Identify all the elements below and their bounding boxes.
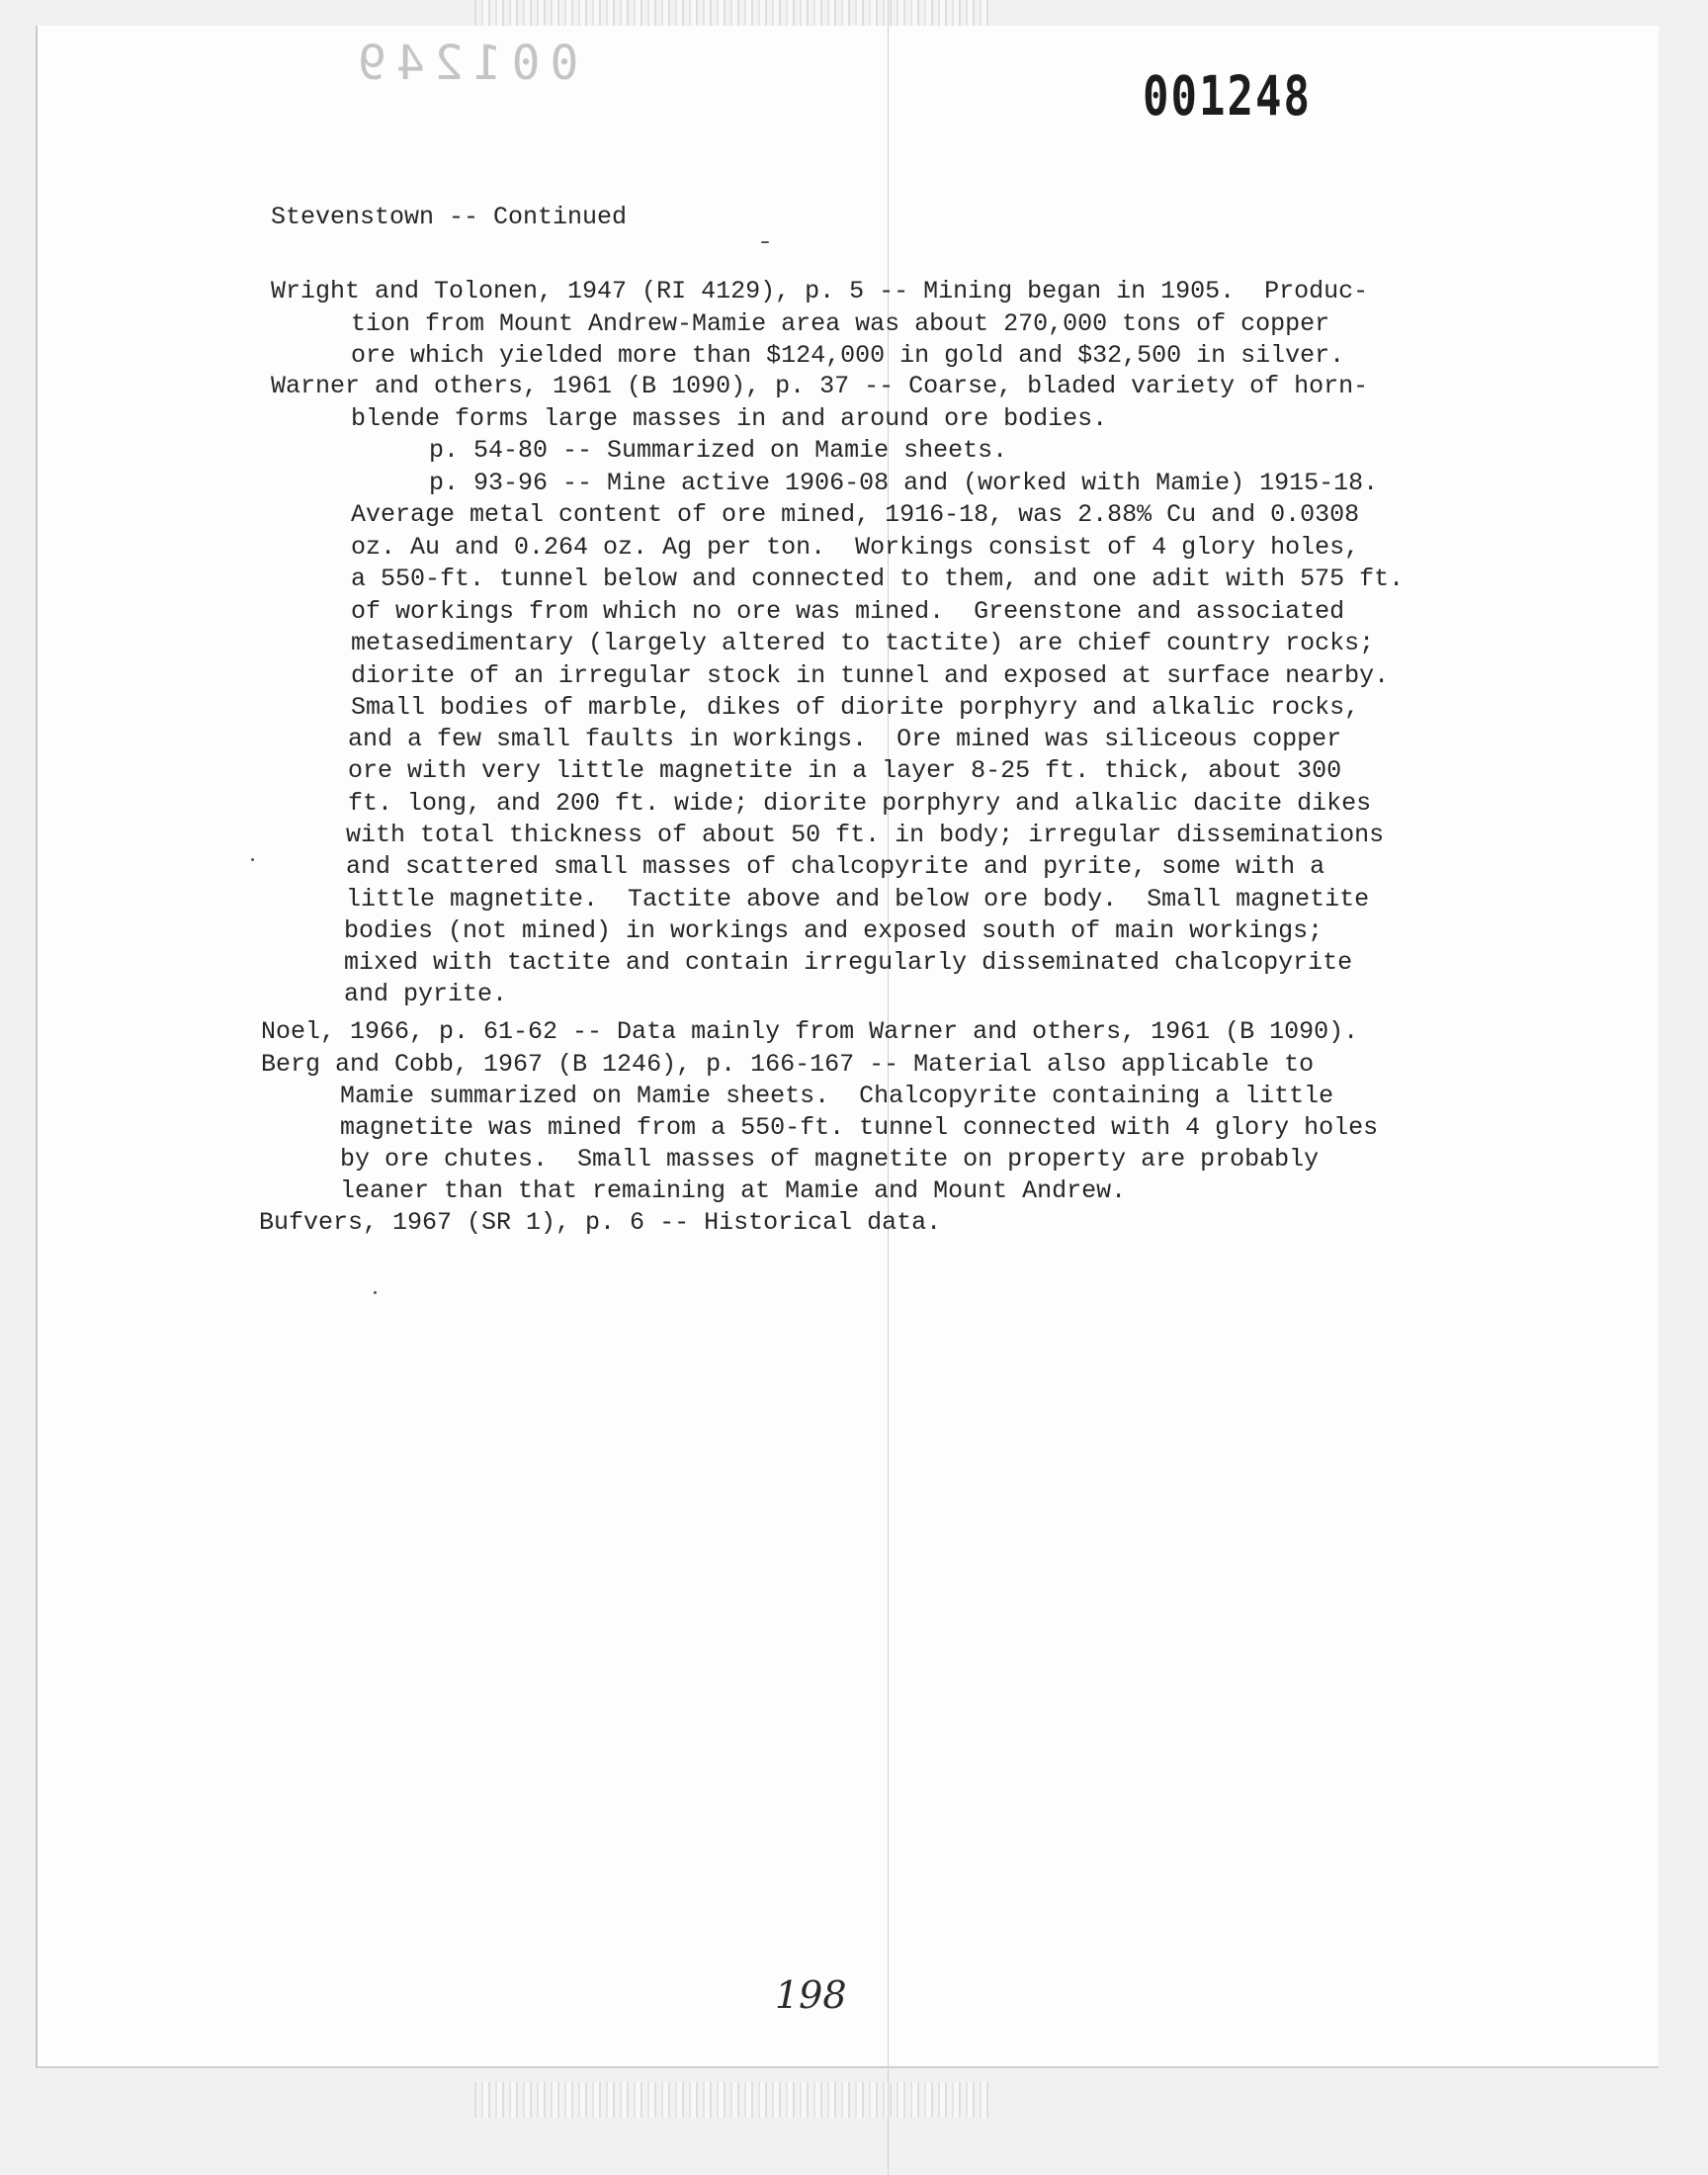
text-line: Bufvers, 1967 (SR 1), p. 6 -- Historical data. <box>259 1208 942 1237</box>
text-line: Mamie summarized on Mamie sheets. Chalcopyrite containing a little <box>340 1082 1334 1110</box>
text-line: ore which yielded more than $124,000 in gold and $32,500 in silver. <box>351 341 1345 370</box>
text-line: magnetite was mined from a 550-ft. tunnel connected with 4 glory holes <box>340 1113 1379 1142</box>
text-line: blende forms large masses in and around ore bodies. <box>351 404 1108 433</box>
text-line: ft. long, and 200 ft. wide; diorite porphyry and alkalic dacite dikes <box>348 789 1372 818</box>
text-line: ore with very little magnetite in a layer 8-25 ft. thick, about 300 <box>348 756 1342 785</box>
binder-shadow-top <box>474 0 988 28</box>
text-line: and scattered small masses of chalcopyrite and pyrite, some with a <box>346 852 1325 881</box>
handwritten-page-number: 198 <box>775 1973 847 2017</box>
text-line: tion from Mount Andrew-Mamie area was about 270,000 tons of copper <box>351 309 1330 338</box>
text-line: a 550-ft. tunnel below and connected to them, and one adit with 575 ft. <box>351 565 1405 593</box>
text-line: Noel, 1966, p. 61-62 -- Data mainly from Warner and others, 1961 (B 1090). <box>261 1017 1359 1046</box>
text-line: of workings from which no ore was mined. Greenstone and associated <box>351 597 1345 626</box>
text-line: p. 93-96 -- Mine active 1906-08 and (worked with Mamie) 1915-18. <box>429 469 1379 497</box>
text-line: metasedimentary (largely altered to tactite) are chief country rocks; <box>351 629 1375 657</box>
text-line: and pyrite. <box>344 980 508 1008</box>
text-line: Wright and Tolonen, 1947 (RI 4129), p. 5 -- Mining began in 1905. Produc- <box>271 277 1369 305</box>
text-line: Warner and others, 1961 (B 1090), p. 37 -- Coarse, bladed variety of horn- <box>271 372 1369 400</box>
scan-speck <box>251 858 254 861</box>
stamp-page-number: 001248 <box>1143 65 1312 129</box>
ghost-page-number: 001249 <box>348 36 579 91</box>
text-line: leaner than that remaining at Mamie and Mount Andrew. <box>340 1176 1127 1205</box>
text-line: Berg and Cobb, 1967 (B 1246), p. 166-167 -- Material also applicable to <box>261 1050 1315 1079</box>
text-line: oz. Au and 0.264 oz. Ag per ton. Workings consist of 4 glory holes, <box>351 533 1360 562</box>
text-line: p. 54-80 -- Summarized on Mamie sheets. <box>429 436 1008 465</box>
text-line: by ore chutes. Small masses of magnetite on property are probably <box>340 1145 1320 1174</box>
text-line: with total thickness of about 50 ft. in body; irregular disseminations <box>346 821 1385 849</box>
section-heading: Stevenstown -- Continued <box>271 203 628 231</box>
text-line: bodies (not mined) in workings and exposed south of main workings; <box>344 916 1324 945</box>
text-line: Small bodies of marble, dikes of diorite porphyry and alkalic rocks, <box>351 693 1360 722</box>
scan-speck <box>374 1291 377 1294</box>
text-line: mixed with tactite and contain irregularly disseminated chalcopyrite <box>344 948 1353 977</box>
text-line: and a few small faults in workings. Ore mined was siliceous copper <box>348 725 1342 753</box>
scan-speck <box>761 241 769 243</box>
text-line: little magnetite. Tactite above and below ore body. Small magnetite <box>346 885 1370 914</box>
text-line: diorite of an irregular stock in tunnel and exposed at surface nearby. <box>351 661 1390 690</box>
text-line: Average metal content of ore mined, 1916-18, was 2.88% Cu and 0.0308 <box>351 500 1360 529</box>
binder-shadow-bottom <box>474 2082 988 2118</box>
